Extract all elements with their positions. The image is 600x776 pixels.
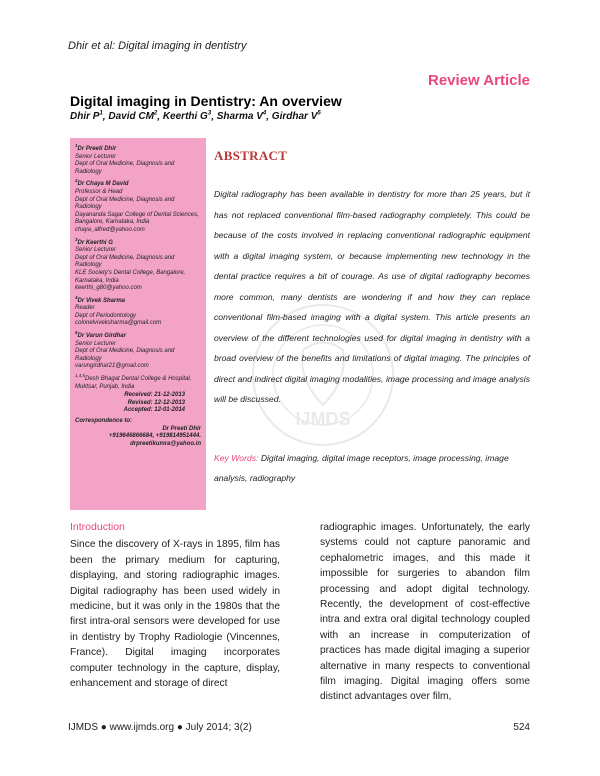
introduction-text-left: Since the discovery of X-rays in 1895, film has been the primary medium for capturing, displaying, and storing radiographic images. Digital radiography has been used widely in medicine, but it was only in the 1980s that the first intra-oral sensors were developed for use in dentistry by Trophy Radiologie (Vincennes, France). Digital imaging incorporates computer technology in the capture, display, enhancement and storage of direct	[70, 539, 280, 690]
affiliation-line: Senior Lecturer	[75, 153, 117, 160]
abstract-heading: ABSTRACT	[214, 148, 288, 163]
affiliation-list	[75, 142, 201, 391]
article-type-label: Review Article	[428, 72, 530, 89]
correspondence-phone: +919646866684, +919814951444.	[108, 433, 201, 440]
affiliation-entry	[75, 372, 201, 391]
introduction-heading: Introduction	[70, 521, 125, 533]
affiliation-name: $^1$Dr Preeti Dhir	[75, 143, 117, 152]
correspondence-email[interactable]: drpreetikumra@yahoo.in	[130, 440, 201, 447]
affiliation-entry	[75, 294, 201, 328]
author-list: Dhir $P^1$, David $CM^2$, Keerthi $G^3$, Sharma $V^4$, Girdhar $V^5$	[70, 111, 321, 123]
svg-text:IJMDS: IJMDS	[295, 409, 351, 429]
author-affiliation-mark: 3	[207, 111, 212, 117]
affiliation-entry	[75, 142, 201, 176]
author-name: David $CM^2$	[108, 111, 158, 123]
author-affiliation-mark: 5	[317, 111, 321, 117]
revised-date: Revised: 12-12-2013	[127, 399, 185, 406]
affiliation-line: Dayananda Sagar College of Dental Sciences, Bangalore, Karnataka, India	[75, 211, 199, 226]
correspondence-label: Correspondence to:	[75, 418, 133, 424]
affiliation-name: $^5$Dr Varun Girdhar	[75, 330, 126, 340]
affiliation-line: Dept of Periodontology	[75, 312, 137, 319]
affiliation-line: Dept of Oral Medicine, Diagnosis and Radiology	[75, 254, 175, 269]
affiliation-line: Senior Lecturer	[75, 247, 117, 254]
keywords	[214, 448, 530, 488]
affiliation-line: Dept of Oral Medicine, Diagnosis and Radiology	[75, 348, 175, 362]
author-affiliation-mark: 1	[99, 111, 103, 117]
author-affiliation-mark: 2	[153, 111, 158, 117]
abstract-text: Digital radiography has been available in dentistry for more than 25 years, but it has not replaced conventional film-based radiography completely. This could be because of the costs involved in replacing conventional radiographic equipment with a digital imaging system, or because implementing new technology in the dental practice requires a bit of courage. As use of digital radiography becomes more common, many dentists are wondering if and how they can replace conventional film-based imaging with a digital system. This article presents an overview of the different technologies used for digital imaging in dentistry with a broad overview of the benefits and limitations of digital imaging. The principles of direct and indirect digital imaging modalities, image processing and image analysis will be discussed.	[214, 189, 530, 404]
affiliation-line: $^{1,4,5}$Desh Bhagat Dental College & Hospital, Muktsar, Punjab, India	[75, 373, 192, 390]
article-title: Digital imaging in Dentistry: An overview	[70, 93, 342, 109]
author-name: Dhir $P^1$	[70, 111, 103, 123]
footer-citation: IJMDS ● www.ijmds.org ● July 2014; 3(2)	[68, 722, 252, 733]
body-column-left	[70, 520, 280, 691]
affiliation-line: Dept of Oral Medicine, Diagnosis and Radiology	[75, 196, 175, 211]
affiliation-name: $^4$Dr Vivek Sharma	[75, 294, 125, 304]
affiliation-name: $^3$Dr Keerthi G	[75, 236, 113, 246]
author-name: Girdhar $V^5$	[271, 111, 321, 123]
running-head: Dhir et al: Digital imaging in dentistry	[68, 40, 247, 52]
received-date: Received: 21-12-2013	[124, 392, 185, 399]
affiliation-line: Senior Lecturer	[75, 340, 117, 347]
affiliation-line[interactable]: colonelviveksharma@gmail.com	[75, 320, 162, 327]
affiliation-entry	[75, 177, 201, 234]
affiliation-line: Professor & Head	[75, 188, 123, 195]
affiliation-line[interactable]: chaya_alfred@yahoo.com	[75, 226, 145, 233]
author-name: Keerthi $G^3$	[162, 111, 212, 123]
affiliation-entry	[75, 236, 201, 293]
body-column-right	[320, 520, 530, 705]
page-number: 524	[513, 722, 530, 733]
accepted-date: Accepted: 12-01-2014	[123, 407, 185, 414]
author-affiliation-mark: 4	[262, 111, 267, 117]
affiliation-box	[70, 138, 206, 510]
keywords-text: Digital imaging, digital image receptors, image processing, image analysis, radiography	[214, 453, 509, 483]
affiliation-line: Dept of Oral Medicine, Diagnosis and Radiology	[75, 161, 175, 175]
affiliation-line[interactable]: keerthi_g80@yahoo.com	[75, 285, 142, 292]
affiliation-line: KLE Society's Dental College, Bangalore, Karnataka, India	[75, 269, 186, 284]
affiliation-name: $^2$Dr Chaya M David	[75, 178, 129, 188]
affiliation-line[interactable]: varungirdhar21@gmail.com	[75, 363, 149, 370]
correspondence-name: Dr Preeti Dhir	[162, 425, 201, 432]
affiliation-line: Reader	[75, 305, 95, 312]
author-name: Sharma $V^4$	[216, 111, 267, 123]
affiliation-entry	[75, 329, 201, 371]
introduction-text-right: radiographic images. Unfortunately, the early systems could not capture panoramic and cephalometric images, and this made it impossible for surgeries to abandon film processing and adopt digital technology. Recently, the development of cost-effective intra and extra oral digital technology coupled with an increase in computerization of practices has made digital imaging a superior alternative in many respects to conventional film imaging. Digital imaging offers some distinct advantages over film,	[320, 522, 530, 703]
keywords-label: Key Words:	[214, 453, 259, 463]
